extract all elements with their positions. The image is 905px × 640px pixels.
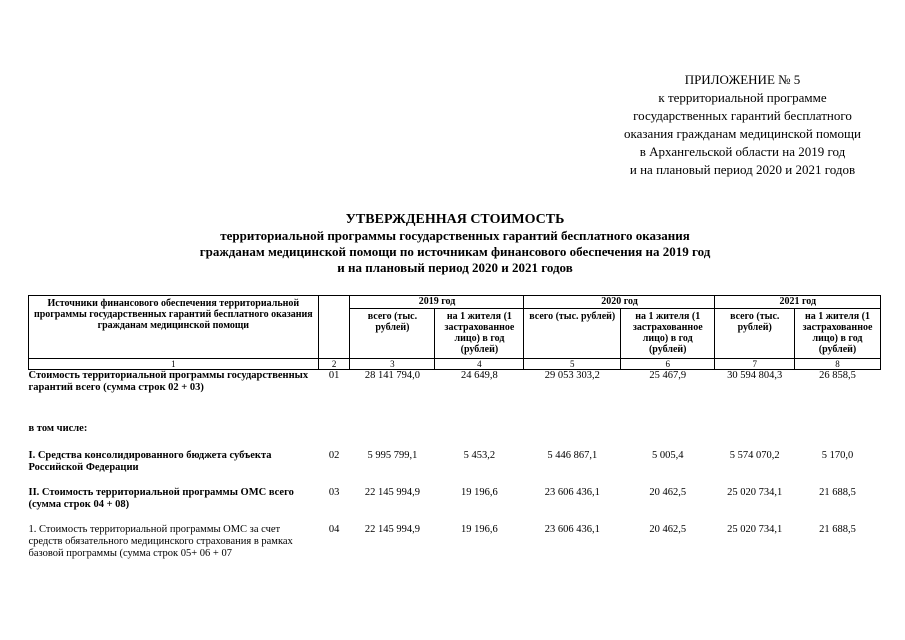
title-line: гражданам медицинской помощи по источникам финансового обеспечения на 2019 год	[199, 244, 711, 259]
value-cell: 5 170,0	[821, 449, 854, 461]
value-cell: 5 453,2	[463, 449, 496, 461]
value-cell	[435, 423, 524, 450]
total-header: всего (тыс. рублей)	[524, 309, 621, 359]
value-cell	[621, 423, 715, 450]
value-cell: 29 053 303,2	[544, 370, 600, 381]
total-header: всего (тыс. рублей)	[715, 309, 795, 359]
appendix-line: ПРИЛОЖЕНИЕ № 5	[684, 72, 801, 87]
row-code: 02	[328, 449, 340, 461]
value-cell: 22 145 994,9	[364, 486, 420, 498]
table-row	[29, 423, 881, 450]
row-code: 01	[328, 370, 340, 381]
value-cell: 5 005,4	[651, 449, 684, 461]
title-line: УТВЕРЖДЕННАЯ СТОИМОСТЬ	[345, 212, 565, 227]
appendix-line: к территориальной программе	[658, 90, 827, 105]
per-capita-header: на 1 жителя (1 застрахованное лицо) в год (рублей)	[621, 309, 715, 359]
row-label: Стоимость территориальной программы государственных гарантий всего (сумма строк 02 + 03)	[28, 370, 309, 393]
column-number: 4	[435, 359, 524, 370]
year-header-2019: 2019 год	[350, 296, 524, 309]
per-capita-header: на 1 жителя (1 застрахованное лицо) в год (рублей)	[435, 309, 524, 359]
value-cell: 5 446 867,1	[547, 449, 598, 461]
column-number: 7	[715, 359, 795, 370]
appendix-block	[575, 71, 905, 179]
value-cell: 26 858,5	[819, 370, 856, 381]
table-row	[29, 524, 881, 580]
appendix-line: в Архангельской области на 2019 год	[639, 144, 846, 159]
row-label: в том числе:	[28, 422, 88, 434]
value-cell: 22 145 994,9	[364, 523, 420, 535]
code-header	[318, 296, 350, 359]
value-cell: 21 688,5	[819, 523, 856, 535]
row-code	[318, 423, 350, 450]
value-cell: 21 688,5	[819, 486, 856, 498]
value-cell: 20 462,5	[649, 486, 687, 498]
value-cell	[795, 423, 881, 450]
value-cell: 25 020 734,1	[727, 486, 783, 498]
title-line: и на плановый период 2020 и 2021 годов	[337, 260, 573, 275]
column-number: 1	[29, 359, 319, 370]
document-title	[100, 212, 810, 276]
appendix-line: государственных гарантий бесплатного	[633, 108, 852, 123]
table-row	[29, 487, 881, 524]
source-header: Источники финансового обеспечения территориальной программы государственных гарантий бесплатного оказания гражданам медицинской помощи	[29, 296, 319, 359]
table-row	[29, 450, 881, 487]
table-row	[29, 370, 881, 423]
value-cell: 19 196,6	[461, 486, 498, 498]
value-cell: 24 649,8	[461, 370, 498, 381]
value-cell: 25 467,9	[649, 370, 687, 381]
value-cell	[350, 423, 435, 450]
value-cell: 28 141 794,0	[364, 370, 420, 381]
financing-table	[28, 295, 881, 580]
row-label: II. Стоимость территориальной программы ОМС всего (сумма строк 04 + 08)	[28, 486, 294, 510]
column-number: 2	[318, 359, 350, 370]
appendix-line: оказания гражданам медицинской помощи	[624, 126, 861, 141]
value-cell: 5 995 799,1	[367, 449, 418, 461]
row-label: 1. Стоимость территориальной программы ОМС за счет средств обязательного медицинского страхования в рамках базовой программы (сумма строк 05+ 06 + 07	[28, 523, 293, 559]
row-code: 03	[328, 486, 340, 498]
value-cell: 23 606 436,1	[544, 523, 600, 535]
column-number: 8	[795, 359, 881, 370]
column-number: 3	[350, 359, 435, 370]
per-capita-header: на 1 жителя (1 застрахованное лицо) в год (рублей)	[795, 309, 881, 359]
value-cell: 20 462,5	[649, 523, 687, 535]
value-cell	[715, 423, 795, 450]
value-cell: 5 574 070,2	[729, 449, 780, 461]
year-header-2021: 2021 год	[715, 296, 881, 309]
value-cell: 25 020 734,1	[727, 523, 783, 535]
year-header-2020: 2020 год	[524, 296, 715, 309]
value-cell: 23 606 436,1	[544, 486, 600, 498]
title-line: территориальной программы государственных гарантий бесплатного оказания	[220, 228, 690, 243]
row-code: 04	[328, 523, 340, 535]
value-cell	[524, 423, 621, 450]
appendix-line: и на плановый период 2020 и 2021 годов	[629, 162, 856, 177]
value-cell: 19 196,6	[461, 523, 498, 535]
column-number: 6	[621, 359, 715, 370]
column-number: 5	[524, 359, 621, 370]
total-header: всего (тыс. рублей)	[350, 309, 435, 359]
row-label: I. Средства консолидированного бюджета субъекта Российской Федерации	[28, 449, 272, 473]
value-cell: 30 594 804,3	[727, 370, 783, 381]
